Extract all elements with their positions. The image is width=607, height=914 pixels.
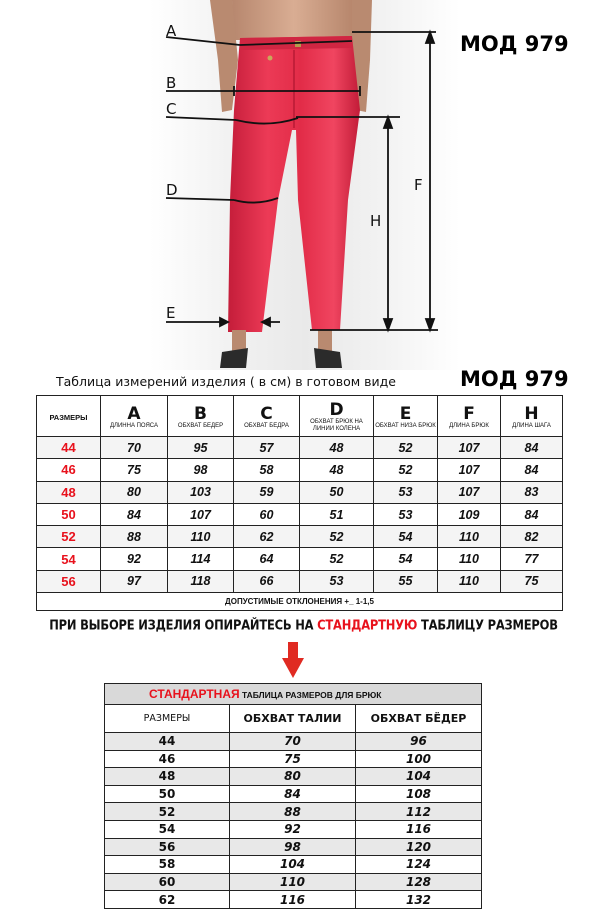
column-header-e <box>374 396 438 437</box>
measurement-cell: 116 <box>356 820 482 838</box>
measurement-cell: 88 <box>101 526 168 548</box>
measurement-cell: 54 <box>374 548 438 570</box>
measurement-cell: 75 <box>101 459 168 481</box>
measurement-table <box>36 395 563 611</box>
rivet <box>268 56 273 61</box>
label-h: H <box>370 212 382 230</box>
measurement-cell: 98 <box>168 459 234 481</box>
size-cell: 56 <box>37 570 101 592</box>
column-letter: F <box>463 403 475 424</box>
model-title: МОД 979 <box>460 32 569 56</box>
notice-text-after: ТАБЛИЦУ РАЗМЕРОВ <box>417 616 558 634</box>
measurement-cell: 107 <box>438 437 501 459</box>
table-header-row <box>37 396 563 437</box>
measurement-cell: 58 <box>234 459 300 481</box>
measurement-cell: 84 <box>501 437 563 459</box>
measurement-cell: 59 <box>234 481 300 503</box>
notice-text-before: ПРИ ВЫБОРЕ ИЗДЕЛИЯ ОПИРАЙТЕСЬ НА <box>49 616 318 634</box>
measurement-cell: 77 <box>501 548 563 570</box>
size-cell: 54 <box>37 548 101 570</box>
measurement-cell: 52 <box>374 437 438 459</box>
table-row <box>37 570 563 592</box>
measurement-cell: 110 <box>168 526 234 548</box>
standard-title-rest: ТАБЛИЦА РАЗМЕРОВ ДЛЯ БРЮК <box>239 690 382 700</box>
measurement-cell: 110 <box>438 526 501 548</box>
measurement-cell: 80 <box>230 768 356 786</box>
measurement-cell: 62 <box>234 526 300 548</box>
measurement-cell: 112 <box>356 803 482 821</box>
measurement-cell: 110 <box>438 548 501 570</box>
measurement-cell: 84 <box>101 503 168 525</box>
size-column-header: РАЗМЕРЫ <box>37 396 101 437</box>
table-caption: Таблица измерений изделия ( в см) в готовом виде <box>56 374 396 389</box>
measurement-cell: 92 <box>101 548 168 570</box>
measurement-cell: 70 <box>101 437 168 459</box>
measurement-cell: 52 <box>300 548 374 570</box>
measurement-cell: 48 <box>300 459 374 481</box>
measurement-cell: 52 <box>374 459 438 481</box>
measurement-cell: 110 <box>230 873 356 891</box>
button <box>295 41 301 47</box>
torso-skin <box>232 0 356 40</box>
measurement-cell: 118 <box>168 570 234 592</box>
label-c: C <box>166 100 177 118</box>
column-letter: H <box>524 403 539 424</box>
table-row <box>105 768 482 786</box>
measurement-cell: 92 <box>230 820 356 838</box>
measurement-cell: 53 <box>374 503 438 525</box>
measurement-cell: 88 <box>230 803 356 821</box>
measurement-cell: 53 <box>300 570 374 592</box>
table-row <box>105 750 482 768</box>
size-cell: 46 <box>37 459 101 481</box>
standard-title-row <box>105 684 482 705</box>
standard-table-title <box>105 684 482 705</box>
column-letter: D <box>329 400 344 420</box>
measurement-cell: 75 <box>230 750 356 768</box>
measurement-cell: 66 <box>234 570 300 592</box>
measurement-cell: 64 <box>234 548 300 570</box>
column-header-h <box>501 396 563 437</box>
standard-size-table <box>104 683 482 909</box>
measurement-cell: 51 <box>300 503 374 525</box>
standard-header-hips: ОБХВАТ БЁДЕР <box>356 705 482 733</box>
measurement-cell: 53 <box>374 481 438 503</box>
column-description: ОБХВАТ БЕДРА <box>244 422 289 429</box>
table-row <box>37 548 563 570</box>
column-description: ОБХВАТ БЕДЕР <box>177 422 224 429</box>
measurement-cell: 84 <box>230 785 356 803</box>
measurement-cell: 98 <box>230 838 356 856</box>
size-cell: 62 <box>105 891 230 909</box>
column-letter: B <box>194 403 207 424</box>
standard-header-waist: ОБХВАТ ТАЛИИ <box>230 705 356 733</box>
column-letter: A <box>127 403 141 424</box>
measurement-cell: 108 <box>356 785 482 803</box>
tolerance-row <box>37 593 563 611</box>
size-cell: 58 <box>105 856 230 874</box>
measurement-cell: 57 <box>234 437 300 459</box>
measurement-cell: 54 <box>374 526 438 548</box>
notice-highlight: СТАНДАРТНУЮ <box>317 616 418 634</box>
measurement-cell: 107 <box>168 503 234 525</box>
column-description: ОБХВАТ НИЗА БРЮК <box>375 422 436 429</box>
size-cell: 52 <box>105 803 230 821</box>
column-letter: C <box>260 403 273 424</box>
measurement-cell: 100 <box>356 750 482 768</box>
column-letter: E <box>399 403 412 424</box>
down-arrow-icon <box>282 642 304 678</box>
measurement-cell: 50 <box>300 481 374 503</box>
table-row <box>105 803 482 821</box>
pants-figure <box>0 0 607 370</box>
measurement-cell: 104 <box>230 856 356 874</box>
measurement-cell: 84 <box>501 503 563 525</box>
size-cell: 48 <box>37 481 101 503</box>
table-row <box>37 459 563 481</box>
standard-header-row <box>105 705 482 733</box>
table-row <box>105 891 482 909</box>
size-cell: 48 <box>105 768 230 786</box>
measurement-cell: 128 <box>356 873 482 891</box>
measurement-cell: 60 <box>234 503 300 525</box>
size-cell: 44 <box>105 733 230 751</box>
measurement-cell: 116 <box>230 891 356 909</box>
measurement-cell: 124 <box>356 856 482 874</box>
label-b: B <box>166 74 177 92</box>
table-row <box>105 873 482 891</box>
column-header-f <box>438 396 501 437</box>
column-description: ДЛИНА БРЮК <box>449 422 489 429</box>
label-d: D <box>166 181 178 199</box>
measurement-cell: 114 <box>168 548 234 570</box>
table-row <box>105 820 482 838</box>
column-description: ОБХВАТ БРЮК НА ЛИНИИ КОЛЕНА <box>310 419 363 432</box>
size-cell: 50 <box>37 503 101 525</box>
measurement-cell: 96 <box>356 733 482 751</box>
measurement-cell: 82 <box>501 526 563 548</box>
measurement-cell: 84 <box>501 459 563 481</box>
measurement-cell: 52 <box>300 526 374 548</box>
measurement-cell: 109 <box>438 503 501 525</box>
measurement-cell: 107 <box>438 459 501 481</box>
standard-title-highlight: СТАНДАРТНАЯ <box>149 687 240 701</box>
size-cell: 60 <box>105 873 230 891</box>
size-cell: 44 <box>37 437 101 459</box>
column-description: ДЛИННА ПОЯСА <box>109 422 159 429</box>
right-ankle <box>318 330 332 352</box>
standard-table-body <box>105 733 482 909</box>
measurement-cell: 48 <box>300 437 374 459</box>
table-row <box>105 785 482 803</box>
size-cell: 46 <box>105 750 230 768</box>
column-header-b <box>168 396 234 437</box>
column-description: ДЛИНА ШАГА <box>512 422 551 429</box>
size-cell: 52 <box>37 526 101 548</box>
table-row <box>37 437 563 459</box>
size-cell: 50 <box>105 785 230 803</box>
size-cell: 56 <box>105 838 230 856</box>
table-row <box>37 481 563 503</box>
model-title-secondary: МОД 979 <box>460 367 569 391</box>
measurement-cell: 110 <box>438 570 501 592</box>
measurement-cell: 83 <box>501 481 563 503</box>
measurement-cell: 97 <box>101 570 168 592</box>
measurement-cell: 80 <box>101 481 168 503</box>
table-row <box>105 856 482 874</box>
label-a: A <box>166 22 177 40</box>
column-header-c <box>234 396 300 437</box>
standard-header-size: РАЗМЕРЫ <box>105 705 230 733</box>
measurement-cell: 70 <box>230 733 356 751</box>
selection-notice <box>0 617 607 633</box>
label-f: F <box>414 176 423 194</box>
measurement-cell: 55 <box>374 570 438 592</box>
column-header-a <box>101 396 168 437</box>
measurement-cell: 104 <box>356 768 482 786</box>
tolerance-note: ДОПУСТИМЫЕ ОТКЛОНЕНИЯ +_ 1-1,5 <box>37 593 563 611</box>
measurement-cell: 103 <box>168 481 234 503</box>
column-header-d <box>300 396 374 437</box>
table-row <box>37 503 563 525</box>
label-e: E <box>166 304 176 322</box>
table-row <box>105 838 482 856</box>
table-row <box>37 526 563 548</box>
measurement-cell: 95 <box>168 437 234 459</box>
measurement-cell: 75 <box>501 570 563 592</box>
measurement-table-body <box>37 437 563 593</box>
measurement-cell: 132 <box>356 891 482 909</box>
size-cell: 54 <box>105 820 230 838</box>
measurement-cell: 120 <box>356 838 482 856</box>
measurement-cell: 107 <box>438 481 501 503</box>
table-row <box>105 733 482 751</box>
